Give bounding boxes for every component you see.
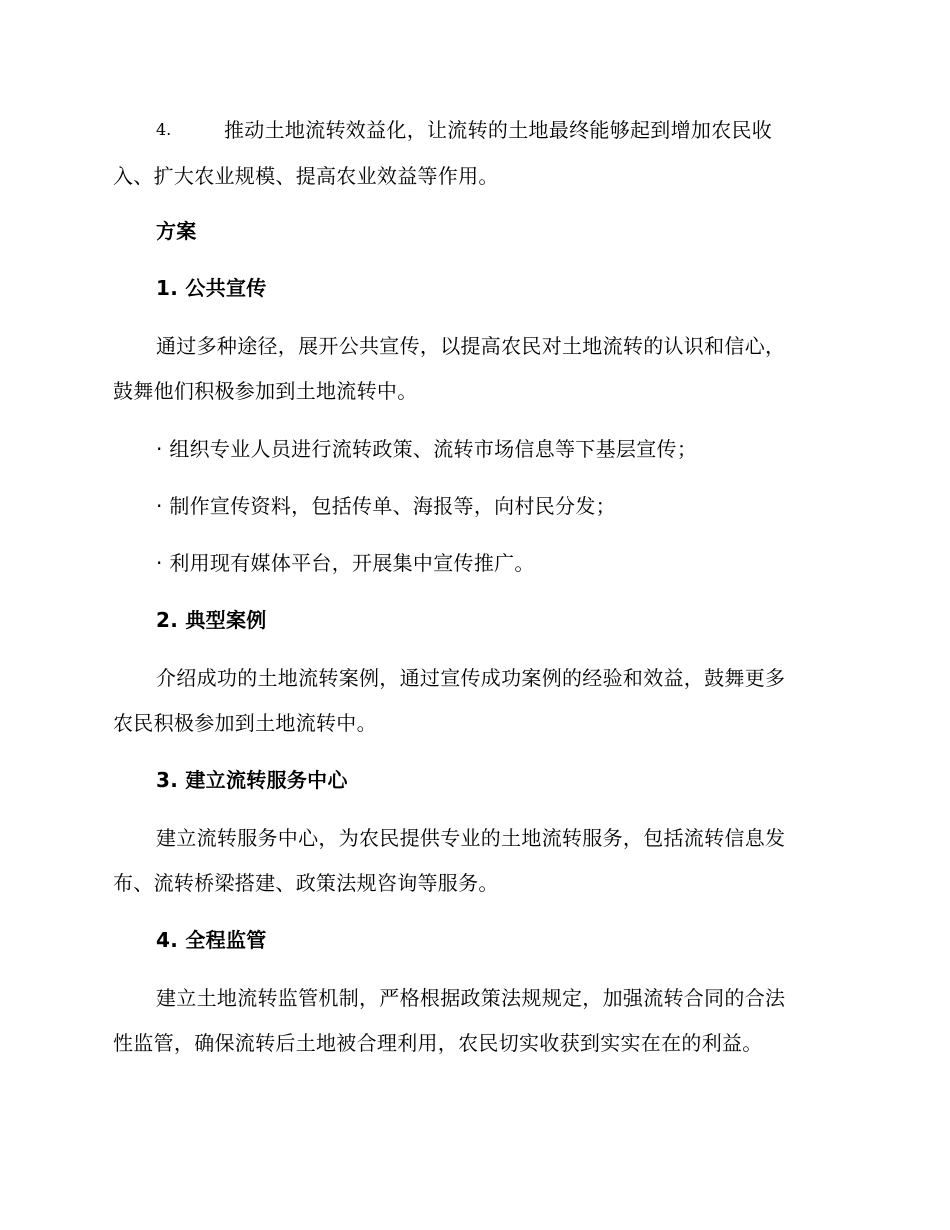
- paragraph-line: 农民积极参加到土地流转中。: [113, 711, 377, 735]
- heading-typical-cases: 2. 典型案例: [156, 608, 267, 632]
- bullet-item: · 制作宣传资料，包括传单、海报等，向村民分发；: [156, 494, 616, 518]
- heading-service-center: 3. 建立流转服务中心: [156, 768, 348, 792]
- heading-full-supervision: 4. 全程监管: [156, 928, 267, 952]
- paragraph-line: 通过多种途径，展开公共宣传，以提高农民对土地流转的认识和信心，: [156, 334, 786, 358]
- paragraph-line: 介绍成功的土地流转案例，通过宣传成功案例的经验和效益，鼓舞更多: [156, 666, 786, 690]
- intro-item-line-1: 推动土地流转效益化，让流转的土地最终能够起到增加农民收: [224, 118, 773, 142]
- intro-item-line-2: 入、扩大农业规模、提高农业效益等作用。: [113, 164, 499, 188]
- bullet-item: · 利用现有媒体平台，开展集中宣传推广。: [156, 551, 535, 575]
- paragraph-line: 建立土地流转监管机制，严格根据政策法规规定，加强流转合同的合法: [156, 986, 786, 1010]
- section-title: 方案: [156, 219, 197, 243]
- bullet-item: · 组织专业人员进行流转政策、流转市场信息等下基层宣传；: [156, 437, 698, 461]
- paragraph-line: 布、流转桥梁搭建、政策法规咨询等服务。: [113, 871, 499, 895]
- list-item-number: 4.: [156, 120, 172, 139]
- heading-public-promotion: 1. 公共宣传: [156, 276, 267, 300]
- paragraph-line: 鼓舞他们积极参加到土地流转中。: [113, 379, 418, 403]
- paragraph-line: 建立流转服务中心，为农民提供专业的土地流转服务，包括流转信息发: [156, 826, 786, 850]
- paragraph-line: 性监管，确保流转后土地被合理利用，农民切实收获到实实在在的利益。: [113, 1031, 763, 1055]
